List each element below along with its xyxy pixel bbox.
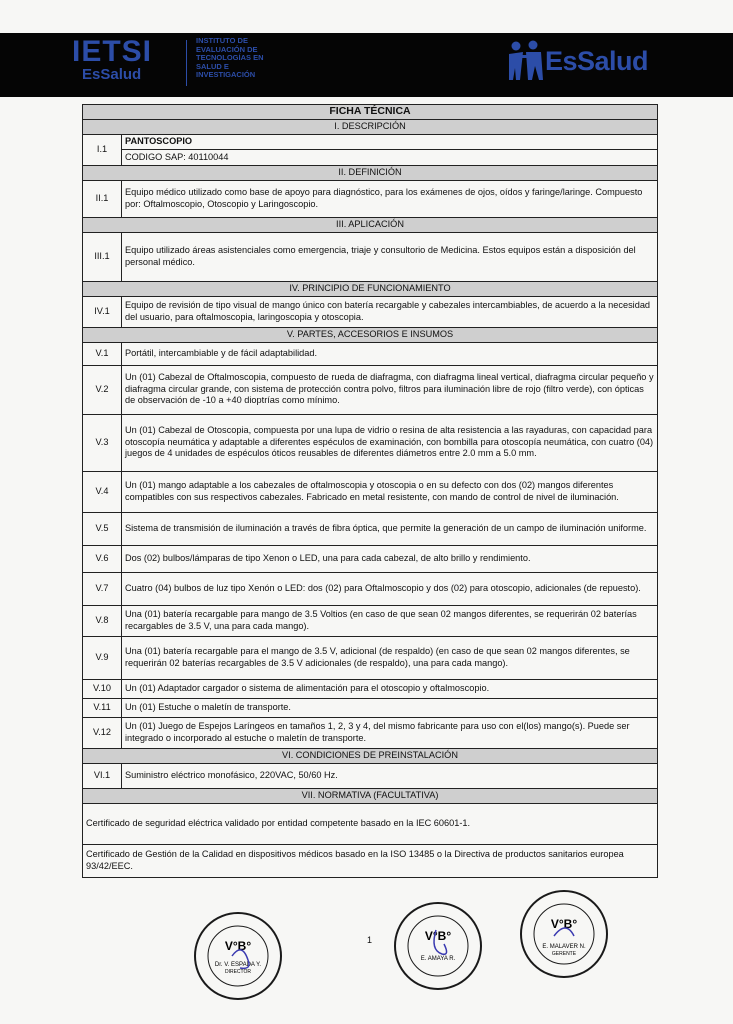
item-number: II.1 — [83, 180, 122, 217]
institute-line: SALUD E — [196, 61, 229, 71]
item-number: I.1 — [83, 134, 122, 165]
item-number: V.12 — [83, 717, 122, 748]
institute-line: EVALUACIÓN DE — [196, 44, 258, 54]
item-number: V.7 — [83, 572, 122, 605]
approval-seal-left — [192, 910, 284, 1002]
item-text: Un (01) Estuche o maletín de transporte. — [122, 698, 658, 717]
product-code: CODIGO SAP: 40110044 — [122, 150, 658, 166]
item-text: Un (01) Cabezal de Oftalmoscopia, compuesto de rueda de diafragma, con diafragma lineal vertical, diafragma circular pequeño y diafragma circular grande, con sistema de protección contra polvo, filtros para iluminación libre de rojo (filtro verde), con ópticas de observación de -10 a +40 dioptrías como mínimo. — [122, 365, 658, 414]
seal-name: E. MALAVER N. — [542, 944, 586, 950]
approval-seal-right — [518, 888, 610, 980]
section-heading: V. PARTES, ACCESORIOS E INSUMOS — [83, 327, 658, 342]
item-number: V.2 — [83, 365, 122, 414]
item-number: VI.1 — [83, 763, 122, 788]
section-heading: I. DESCRIPCIÓN — [83, 119, 658, 134]
section-heading: IV. PRINCIPIO DE FUNCIONAMIENTO — [83, 281, 658, 296]
seal-name: Dr. V. ESPADA Y. — [214, 962, 262, 968]
item-text: Un (01) Adaptador cargador o sistema de alimentación para el otoscopio y oftalmoscopio. — [122, 679, 658, 698]
item-text: Portátil, intercambiable y de fácil adaptabilidad. — [122, 342, 658, 365]
technical-sheet-table — [82, 104, 658, 878]
logo-divider — [186, 40, 187, 86]
item-number: V.10 — [83, 679, 122, 698]
normative-text: Certificado de Gestión de la Calidad en dispositivos médicos basado en la ISO 13485 o la Directiva de productos sanitarios europea 93/42/EEC. — [83, 844, 658, 877]
item-text: Equipo médico utilizado como base de apoyo para diagnóstico, para los exámenes de ojos, oídos y faringe/laringe. Compuesto por: Oftalmoscopio, Otoscopio y Laringoscopio. — [122, 180, 658, 217]
section-heading: III. APLICACIÓN — [83, 217, 658, 232]
item-number: V.6 — [83, 545, 122, 572]
item-number: V.9 — [83, 636, 122, 679]
item-number: III.1 — [83, 232, 122, 281]
seal-mark: V°B° — [224, 939, 252, 953]
essalud-people-icon — [507, 40, 547, 82]
item-text: Un (01) Cabezal de Otoscopia, compuesta por una lupa de vidrio o resina de alta resistencia a las rayaduras, con capacidad para otoscopía neumática y adaptable a diferentes espéculos de examinación, con bombilla para otoscopía neumática, con cuatro (04) juegos de 4 unidades de espéculos óticos reusables de diferentes diámetros entre 2.0 mm a 5.0 mm. — [122, 414, 658, 471]
ietsi-logo-sub: EsSalud — [82, 66, 142, 83]
section-heading: II. DEFINICIÓN — [83, 165, 658, 180]
essalud-brand: EsSalud — [545, 46, 649, 76]
item-text: Una (01) batería recargable para mango de 3.5 Voltios (en caso de que sean 02 mangos diferentes, se requerirán 02 baterías recargables de 3.5 V, una para cada mango). — [122, 605, 658, 636]
section-heading: VI. CONDICIONES DE PREINSTALACIÓN — [83, 748, 658, 763]
item-number: V.1 — [83, 342, 122, 365]
section-heading: VII. NORMATIVA (FACULTATIVA) — [83, 788, 658, 803]
sheet-title: FICHA TÉCNICA — [83, 105, 658, 120]
item-number: V.11 — [83, 698, 122, 717]
item-text: Cuatro (04) bulbos de luz tipo Xenón o LED: dos (02) para Oftalmoscopio y dos (02) para otoscopio, adicionales (de repuesto). — [122, 572, 658, 605]
institute-line: INVESTIGACIÓN — [196, 70, 256, 79]
item-number: V.8 — [83, 605, 122, 636]
item-text: Equipo utilizado áreas asistenciales como emergencia, triaje y consultorio de Medicina. Estos equipos están a disposición del personal médico. — [122, 232, 658, 281]
ietsi-logo: IETSI — [72, 35, 153, 68]
seal-mark: V°B° — [424, 929, 452, 943]
item-text: Un (01) Juego de Espejos Laríngeos en tamaños 1, 2, 3 y 4, del mismo fabricante para uso con el(los) mango(s). Puede ser integrado o incorporado al estuche o maletín de transporte. — [122, 717, 658, 748]
institute-name — [196, 37, 288, 80]
seal-name: E. AMAYA R. — [420, 956, 456, 962]
seal-mark: V°B° — [550, 917, 578, 931]
institute-line: INSTITUTO DE — [196, 36, 248, 45]
item-text: Una (01) batería recargable para el mango de 3.5 V, adicional (de respaldo) (en caso de que sean 02 mangos diferentes, se requerirán 02 baterías recargables de 3.5 V adicionales (de respaldo), una para cada mango). — [122, 636, 658, 679]
item-number: V.3 — [83, 414, 122, 471]
item-text: Dos (02) bulbos/lámparas de tipo Xenon o LED, una para cada cabezal, de alto brillo y rendimiento. — [122, 545, 658, 572]
item-number: V.5 — [83, 512, 122, 545]
item-text: Sistema de transmisión de iluminación a través de fibra óptica, que permite la generación de un campo de iluminación uniforme. — [122, 512, 658, 545]
item-number: IV.1 — [83, 296, 122, 327]
seal-role: GERENTE — [551, 951, 577, 957]
page-number: 1 — [367, 935, 373, 945]
approval-seal-center — [392, 900, 484, 992]
normative-text: Certificado de seguridad eléctrica validado por entidad competente basado en la IEC 60601-1. — [83, 803, 658, 844]
seal-role: DIRECTOR — [224, 969, 252, 975]
item-text: Un (01) mango adaptable a los cabezales de oftalmoscopia y otoscopia o en su defecto con dos (02) mangos diferentes compatibles con sus respectivos cabezales. Fabricado en metal resistente, con mando de control de nivel de iluminación. — [122, 471, 658, 512]
item-text: Suministro eléctrico monofásico, 220VAC, 50/60 Hz. — [122, 763, 658, 788]
item-text: Equipo de revisión de tipo visual de mango único con batería recargable y cabezales intercambiables, de acuerdo a la necesidad del usuario, para oftalmoscopia, laringoscopia y otoscopia. — [122, 296, 658, 327]
item-number: V.4 — [83, 471, 122, 512]
product-name: PANTOSCOPIO — [122, 134, 658, 150]
institute-line: TECNOLOGÍAS EN — [196, 53, 264, 62]
